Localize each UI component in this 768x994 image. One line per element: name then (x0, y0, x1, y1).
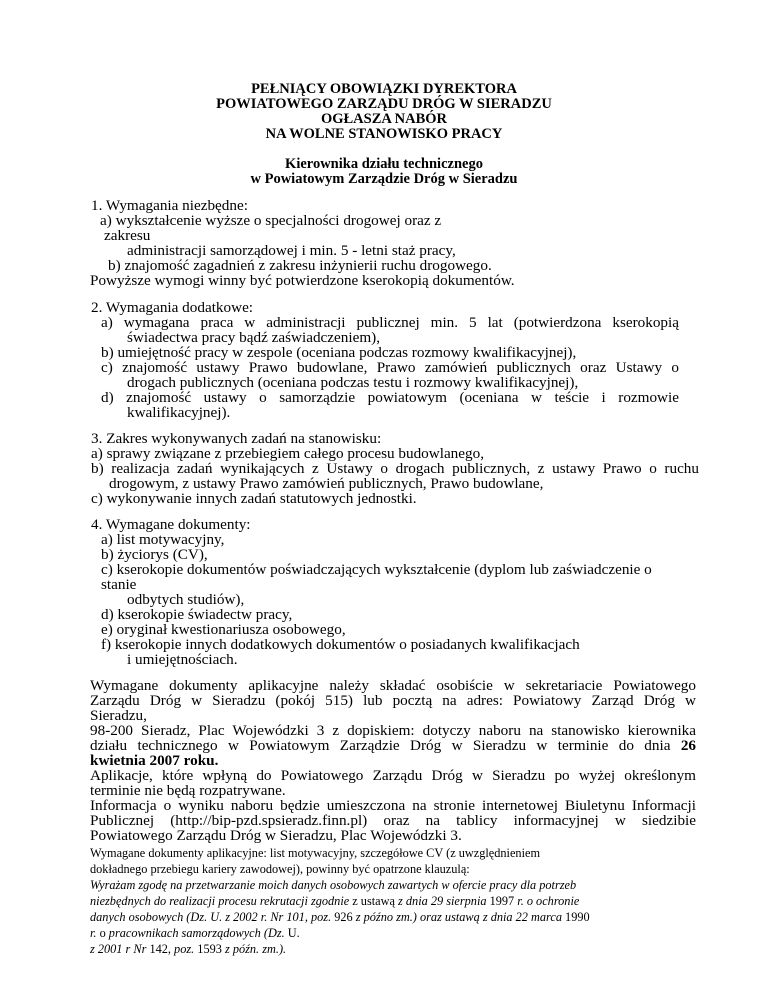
clause-line-5-part-b: 926 (331, 910, 356, 924)
clause-line-5-part-d: 1990 (561, 910, 590, 924)
section1-heading: 1. Wymagania niezbędne: (91, 197, 248, 214)
application-line-10: Publicznej (http://bip-pzd.spsieradz.finn.pl) oraz na tablicy informacyjnej w siedzibie (90, 812, 696, 829)
section2-item-b: b) umiejętność pracy w zespole (oceniana podczas rozmowy kwalifikacyjnej), (101, 344, 577, 361)
clause-line-7 (90, 941, 286, 957)
section2-heading: 2. Wymagania dodatkowe: (91, 299, 254, 316)
deadline-day: 26 (680, 737, 696, 754)
section1-item-b: b) znajomość zagadnień z zakresu inżynierii ruchu drogowego. (108, 257, 492, 274)
clause-line-5 (90, 909, 590, 925)
section3-item-b-line1: b) realizacja zadań wynikających z Ustawy o drogach publicznych, z ustawy Prawo o ruchu (91, 460, 699, 477)
section2-item-d-line1: d) znajomość ustawy o samorządzie powiatowym (oceniana w teście i rozmowie (101, 389, 679, 406)
section4-item-f-line2: i umiejętnościach. (127, 651, 238, 668)
position-title-line-1: Kierownika działu technicznego (285, 156, 483, 172)
clause-line-3: Wyrażam zgodę na przetwarzanie moich danych osobowych zawartych w ofercie pracy dla potrzeb (90, 878, 577, 892)
section1-item-a-line1: a) wykształcenie wyższe o specjalności drogowej oraz z (100, 212, 442, 229)
section4-item-b: b) życiorys (CV), (101, 546, 208, 563)
clause-line-7-part-a: z 2001 r Nr (90, 942, 147, 956)
section2-item-c-line1: c) znajomość ustawy Prawo budowlane, Prawo zamówień publicznych oraz Ustawy o (101, 359, 679, 376)
clause-line-7-part-b: 142, (146, 942, 175, 956)
application-line-9: Informacja o wyniku naboru będzie umieszczona na stronie internetowej Biuletynu Informacji (90, 797, 696, 814)
clause-line-6 (90, 925, 300, 941)
application-line-3: Sieradzu, (90, 707, 147, 724)
clause-line-2: dokładnego przebiegu kariery zawodowej), powinny być opatrzone klauzulą: (90, 862, 470, 876)
section4-item-d: d) kserokopie świadectw pracy, (101, 606, 293, 623)
clause-line-6-part-d: U. (284, 926, 300, 940)
clause-line-4-part-b: z ustawą (349, 894, 399, 908)
position-title-line-2: w Powiatowym Zarządzie Dróg w Sieradzu (250, 171, 518, 187)
section3-item-c: c) wykonywanie innych zadań statutowych jednostki. (91, 490, 417, 507)
clause-line-4-part-d: 1997 (486, 894, 518, 908)
section1-note: Powyższe wymogi winny być potwierdzone kserokopią dokumentów. (90, 272, 515, 289)
clause-line-6-part-a: r. (90, 926, 97, 940)
section4-item-c-line3: odbytych studiów), (127, 591, 245, 608)
section4-item-f-line1: f) kserokopie innych dodatkowych dokumentów o posiadanych kwalifikacjach (101, 636, 580, 653)
section3-item-b-line2: drogowym, z ustawy Prawo zamówień publicznych, Prawo budowlane, (109, 475, 544, 492)
application-line-5-text: działu technicznego w Powiatowym Zarządzie Dróg w Sieradzu w terminie do dnia (90, 737, 671, 754)
application-line-8: terminie nie będą rozpatrywane. (90, 782, 286, 799)
deadline-date: kwietnia 2007 roku. (90, 752, 219, 769)
clause-line-7-part-e: z późn. zm.). (224, 942, 287, 956)
clause-line-6-part-c: pracownikach samorządowych (Dz. (108, 926, 285, 940)
section3-item-a: a) sprawy związane z przebiegiem całego procesu budowlanego, (91, 445, 485, 462)
application-line-1: Wymagane dokumenty aplikacyjne należy składać osobiście w sekretariacie Powiatowego (90, 677, 696, 694)
section2-item-a-line1: a) wymagana praca w administracji publicznej min. 5 lat (potwierdzona kserokopią (101, 314, 679, 331)
application-line-7: Aplikacje, które wpłyną do Powiatowego Zarządu Dróg w Sieradzu po wyżej określonym (90, 767, 696, 784)
header-line-2: POWIATOWEGO ZARZĄDU DRÓG W SIERADZU (216, 96, 552, 112)
clause-line-7-part-d: 1593 (194, 942, 225, 956)
clause-line-4-part-c: z dnia 29 sierpnia (398, 894, 487, 908)
section4-item-e: e) oryginał kwestionariusza osobowego, (101, 621, 346, 638)
section4-item-c-line2: stanie (101, 576, 137, 593)
section2-item-a-line2: świadectwa pracy bądź zaświadczeniem), (127, 329, 380, 346)
clause-line-1: Wymagane dokumenty aplikacyjne: list motywacyjny, szczegółowe CV (z uwzględnieniem (90, 846, 541, 860)
section3-heading: 3. Zakres wykonywanych zadań na stanowisku: (91, 430, 382, 447)
section2-item-d-line2: kwalifikacyjnej). (127, 404, 231, 421)
clause-line-4-part-e: r. o ochronie (517, 894, 580, 908)
application-line-2: Zarządu Dróg w Sieradzu (pokój 515) lub pocztą na adres: Powiatowy Zarząd Dróg w (90, 692, 696, 709)
clause-line-4 (90, 893, 579, 909)
section1-item-a-line2: zakresu (104, 227, 151, 244)
application-line-4: 98-200 Sieradz, Plac Wojewódzki 3 z dopiskiem: dotyczy naboru na stanowisko kierownika (90, 722, 696, 739)
section1-item-a-line3: administracji samorządowej i min. 5 - letni staż pracy, (127, 242, 456, 259)
clause-line-7-part-c: poz. (174, 942, 195, 956)
clause-line-5-part-a: danych osobowych (Dz. U. z 2002 r. Nr 101, poz. (90, 910, 332, 924)
section4-heading: 4. Wymagane dokumenty: (91, 516, 251, 533)
header-line-3: OGŁASZA NABÓR (320, 111, 448, 127)
clause-line-6-part-b: o (96, 926, 109, 940)
application-line-11: Powiatowego Zarządu Dróg w Sieradzu, Plac Wojewódzki 3. (90, 827, 462, 844)
section4-item-a: a) list motywacyjny, (101, 531, 225, 548)
header-line-1: PEŁNIĄCY OBOWIĄZKI DYREKTORA (251, 81, 517, 97)
section4-item-c-line1: c) kserokopie dokumentów poświadczających wykształcenie (dyplom lub zaświadczenie o (101, 561, 652, 578)
section2-item-c-line2: drogach publicznych (oceniana podczas testu i rozmowy kwalifikacyjnej), (127, 374, 579, 391)
clause-line-5-part-c: z późno zm.) oraz ustawą z dnia 22 marca (355, 910, 562, 924)
clause-line-4-part-a: niezbędnych do realizacji procesu rekrutacji zgodnie (90, 894, 350, 908)
header-line-4: NA WOLNE STANOWISKO PRACY (265, 126, 503, 142)
